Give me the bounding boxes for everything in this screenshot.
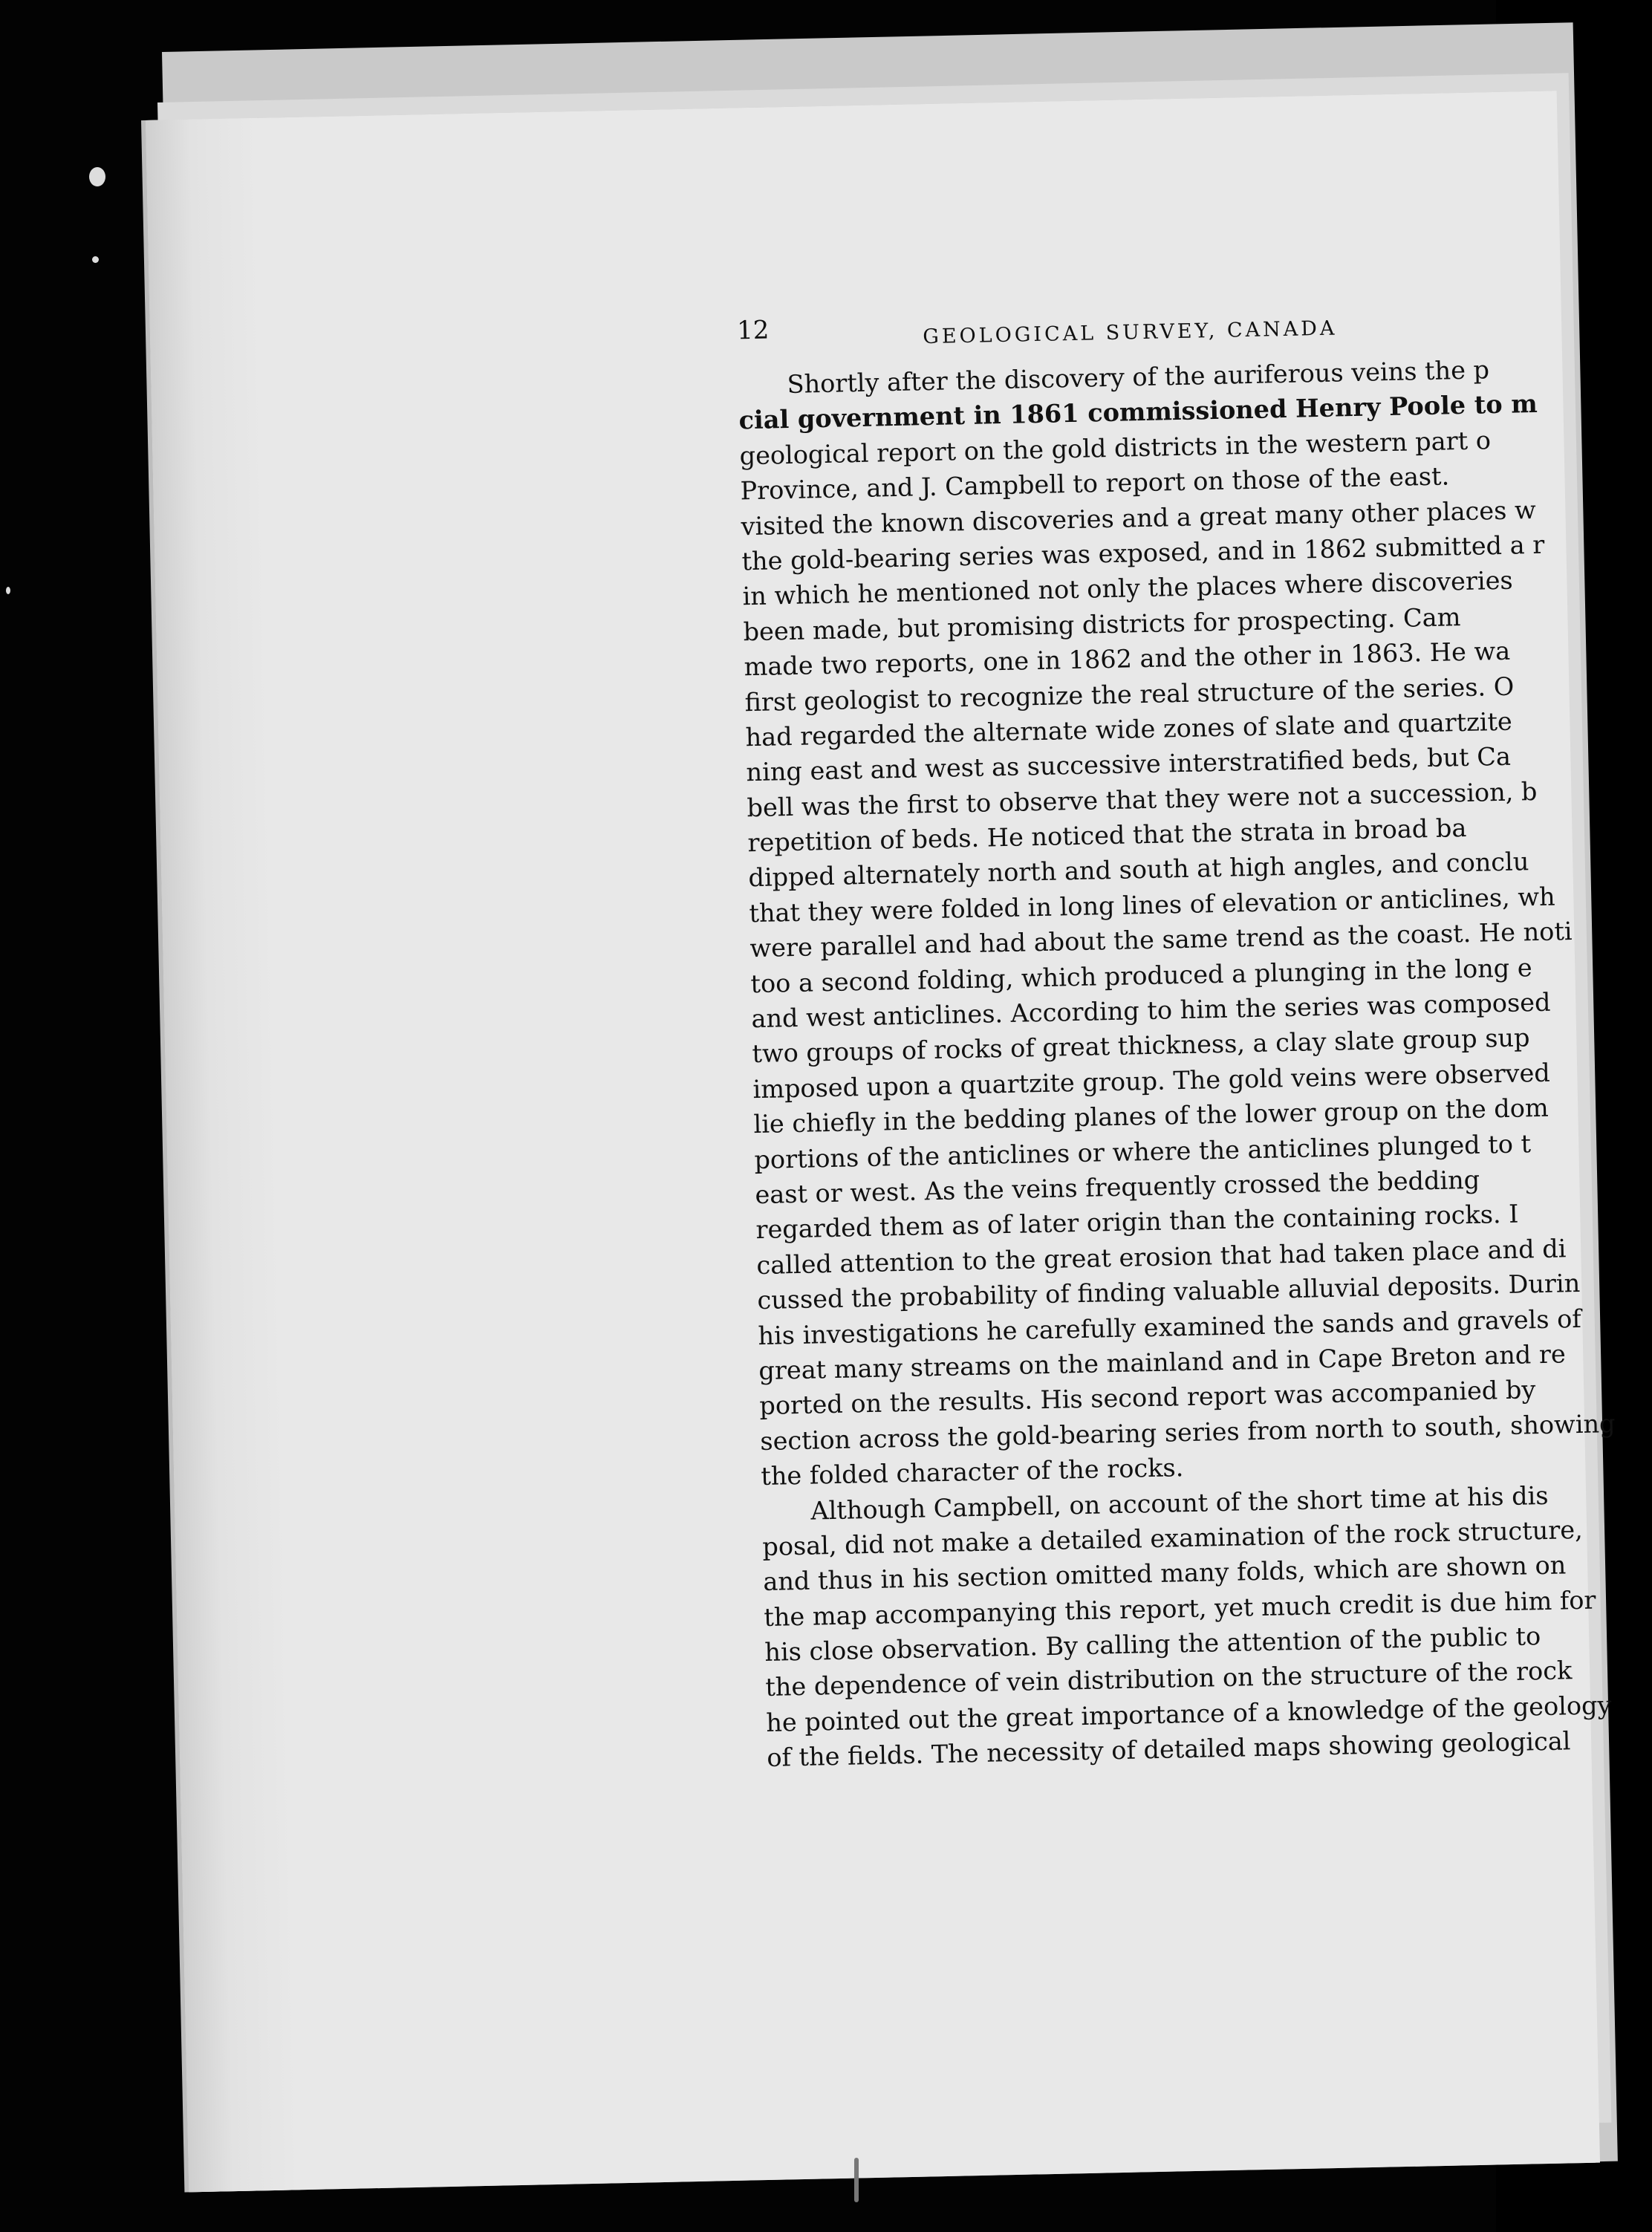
book-page (146, 91, 1616, 2192)
text-line: regarded them as of later origin than the containing rocks. I (755, 1199, 1519, 1245)
text-line: his investigations he carefully examined the sands and gravels of (758, 1304, 1582, 1350)
text-line: cial government in 1861 commissioned Henry Poole to m (738, 389, 1538, 435)
text-line: his close observation. By calling the attention of the public to (764, 1621, 1541, 1668)
scan-speck (6, 587, 10, 594)
text-line: geological report on the gold districts in the western part o (739, 425, 1492, 471)
text-line: ning east and west as successive interstratified beds, but Ca (746, 741, 1512, 787)
text-line: two groups of rocks of great thickness, a clay slate group sup (752, 1023, 1530, 1069)
paragraph-1 (738, 350, 1638, 1494)
scan-speck (89, 167, 105, 186)
text-line: great many streams on the mainland and in Cape Breton and re (758, 1339, 1567, 1386)
text-line: of the fields. The necessity of detailed maps showing geological (766, 1726, 1571, 1773)
text-line: visited the known discoveries and a great many other places w (741, 495, 1537, 541)
text-line: lie chiefly in the bedding planes of the lower group on the dom (753, 1093, 1549, 1139)
text-line: had regarded the alternate wide zones of slate and quartzite (745, 706, 1513, 752)
text-line: first geologist to recognize the real structure of the series. O (744, 671, 1515, 717)
page-header (737, 299, 1555, 360)
text-line: bell was the first to observe that they were not a succession, b (747, 776, 1538, 822)
text-line: the map accompanying this report, yet much credit is due him for (763, 1585, 1596, 1632)
text-line: Although Campbell, on account of the short time at his dis (810, 1480, 1549, 1526)
text-line: cussed the probability of finding valuable alluvial deposits. Durin (757, 1269, 1581, 1315)
text-line: and west anticlines. According to him the series was composed (751, 987, 1551, 1034)
text-line: east or west. As the veins frequently crossed the bedding (755, 1165, 1480, 1210)
text-line: posal, did not make a detailed examination of the rock structure, (761, 1514, 1584, 1561)
text-line: ported on the results. His second report was accompanied by (759, 1375, 1536, 1421)
scan-speck (92, 256, 99, 263)
text-line: made two reports, one in 1862 and the other in 1863. He wa (744, 636, 1511, 682)
text-line: he pointed out the great importance of a knowledge of the geology (765, 1690, 1612, 1737)
text-line: Shortly after the discovery of the auriferous veins the p (787, 355, 1490, 399)
text-line: were parallel and had about the same trend as the coast. He noti (749, 917, 1573, 963)
paragraph-2 (761, 1476, 1644, 1776)
text-line: called attention to the great erosion that had taken place and di (756, 1234, 1567, 1280)
text-line: that they were folded in long lines of elevation or anticlines, wh (749, 882, 1556, 928)
text-line: dipped alternately north and south at high angles, and conclu (748, 847, 1529, 893)
text-line: the folded character of the rocks. (761, 1453, 1184, 1491)
running-head: GEOLOGICAL SURVEY, CANADA (923, 316, 1338, 349)
text-line: the gold-bearing series was exposed, and in 1862 submitted a r (741, 530, 1545, 576)
text-line: in which he mentioned not only the places where discoveries (742, 565, 1514, 611)
scan-speck (854, 2158, 859, 2202)
text-line: and thus in his section omitted many folds, which are shown on (762, 1550, 1567, 1597)
text-line: been made, but promising districts for prospecting. Cam (743, 602, 1461, 647)
text-line: portions of the anticlines or where the anticlines plunged to t (754, 1128, 1532, 1174)
page-body-text (738, 350, 1643, 1776)
text-line: repetition of beds. He noticed that the strata in broad ba (747, 813, 1467, 858)
text-line: too a second folding, which produced a plunging in the long e (750, 952, 1533, 998)
text-line: section across the gold-bearing series from north to south, showing (760, 1408, 1616, 1456)
page-gutter-shadow (146, 118, 300, 2193)
page-number: 12 (736, 315, 770, 346)
text-line: imposed upon a quartzite group. The gold veins were observed (752, 1058, 1551, 1104)
text-line: the dependence of vein distribution on the structure of the rock (764, 1656, 1573, 1702)
text-line: Province, and J. Campbell to report on those of the east. (740, 461, 1450, 506)
